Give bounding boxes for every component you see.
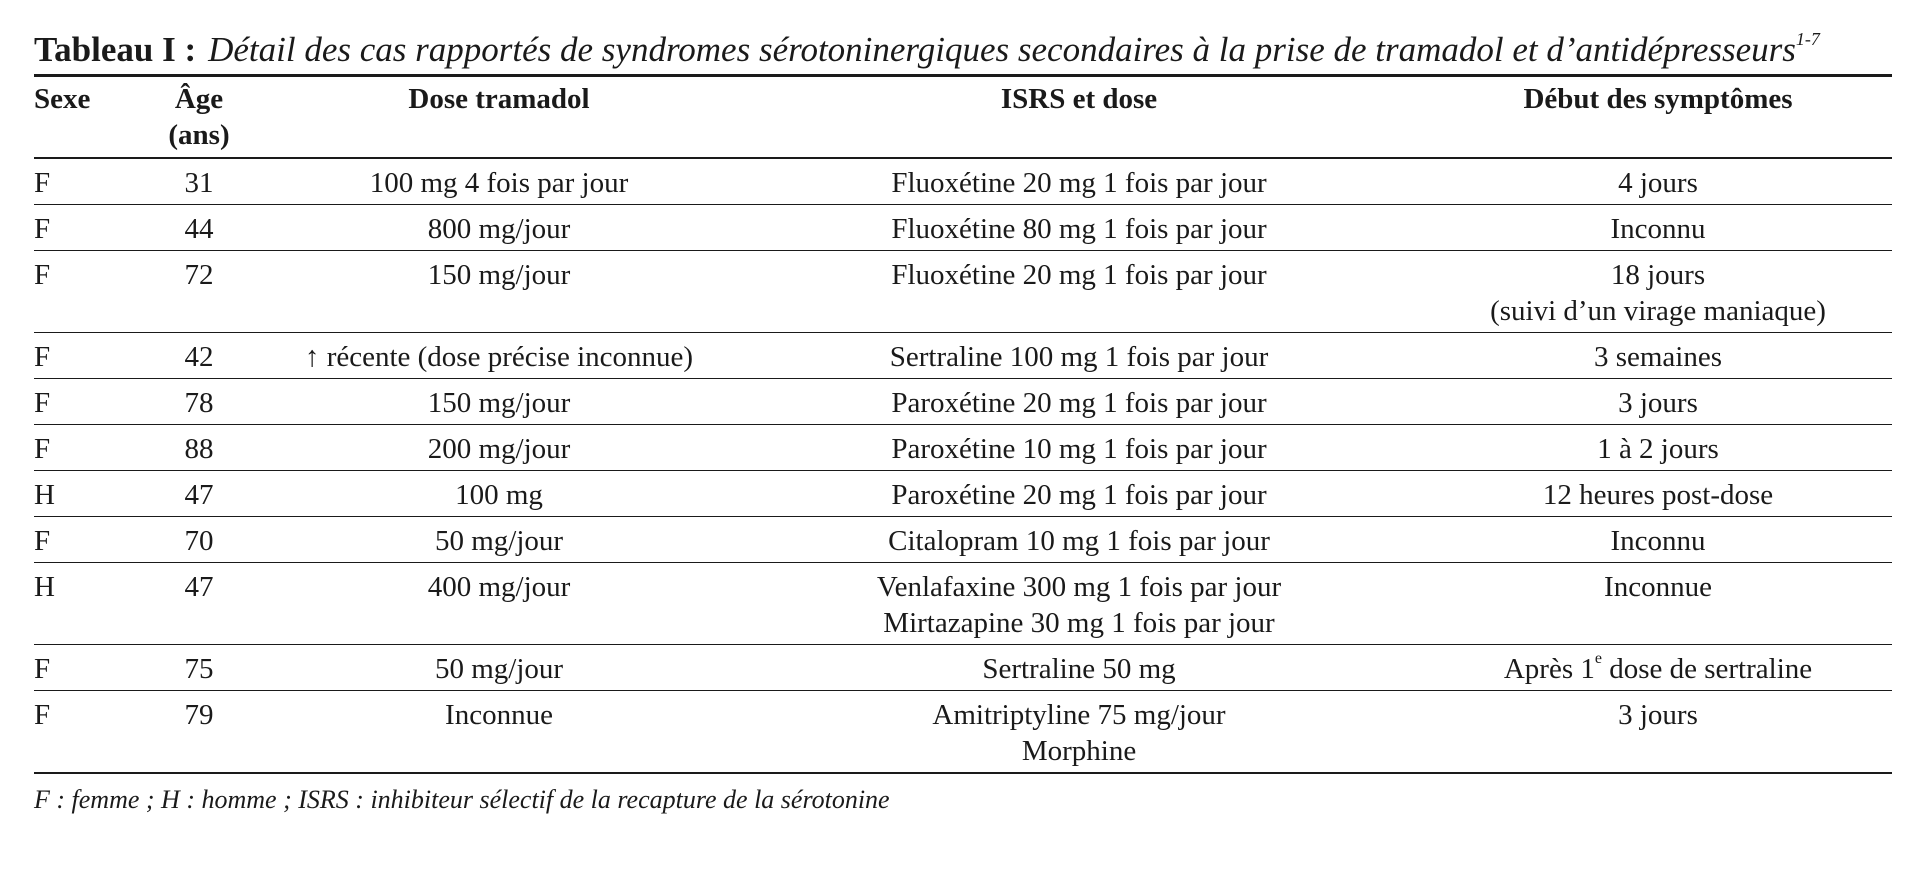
cell-age: 42 [134,333,264,379]
cell-debut [1424,645,1892,691]
cell-isrs [734,563,1424,645]
cell-age: 47 [134,563,264,645]
cell-sexe: F [34,517,134,563]
cell-sexe: H [34,471,134,517]
cell-isrs [734,691,1424,774]
cell-dose: 50 mg/jour [264,645,734,691]
header-age-line2: (ans) [168,119,230,151]
header-age-line1: Âge [174,83,224,115]
cell-dose: 150 mg/jour [264,379,734,425]
cell-isrs-line: Mirtazapine 30 mg 1 fois par jour [883,607,1275,639]
cell-debut-after: dose de sertraline [1601,653,1813,685]
cell-isrs-line: Fluoxétine 20 mg 1 fois par jour [891,167,1267,199]
cell-debut-line: (suivi d’un virage maniaque) [1490,295,1826,327]
table-footnote: F : femme ; H : homme ; ISRS : inhibiteur sélectif de la recapture de la sérotonine [34,785,890,814]
cell-age: 79 [134,691,264,774]
cell-isrs-line: Morphine [1021,735,1137,767]
cell-dose: 100 mg [264,471,734,517]
table-row [34,333,1892,379]
cell-isrs [734,379,1424,425]
caption-title: Détail des cas rapportés de syndromes sérotoninergiques secondaires à la prise de tramadol et d’antidépresseurs [208,30,1796,69]
cell-debut-line: 3 jours [1618,699,1698,731]
cell-debut [1424,425,1892,471]
cell-isrs-line: Paroxétine 20 mg 1 fois par jour [891,479,1267,511]
cell-sexe: F [34,205,134,251]
cell-isrs-line: Paroxétine 20 mg 1 fois par jour [891,387,1267,419]
cell-sexe: F [34,379,134,425]
cell-isrs [734,251,1424,333]
cell-debut [1424,251,1892,333]
cell-dose: ↑ récente (dose précise inconnue) [264,333,734,379]
table-row [34,563,1892,645]
cell-isrs [734,333,1424,379]
cell-isrs [734,425,1424,471]
table-row [34,158,1892,205]
cell-dose: 50 mg/jour [264,517,734,563]
cell-isrs-line: Sertraline 50 mg [982,653,1176,685]
cell-debut [1424,563,1892,645]
cell-debut-line: Inconnue [1604,571,1712,603]
cell-dose: 800 mg/jour [264,205,734,251]
table-row [34,205,1892,251]
cell-debut [1424,205,1892,251]
cell-sexe: H [34,563,134,645]
cell-isrs-line: Citalopram 10 mg 1 fois par jour [888,525,1270,557]
cell-isrs [734,517,1424,563]
cell-dose: 100 mg 4 fois par jour [264,158,734,205]
cell-debut-line: 4 jours [1618,167,1698,199]
cell-sexe: F [34,425,134,471]
cell-debut [1424,379,1892,425]
cell-sexe: F [34,158,134,205]
cell-age: 72 [134,251,264,333]
cell-debut-line: Inconnu [1610,525,1706,557]
cell-isrs-line: Fluoxétine 20 mg 1 fois par jour [891,259,1267,291]
caption-title-wrap [208,30,1820,70]
cell-sexe: F [34,691,134,774]
cell-isrs [734,205,1424,251]
header-isrs: ISRS et dose [734,76,1424,159]
cell-dose: Inconnue [264,691,734,774]
cell-sexe: F [34,645,134,691]
cell-debut-line: 3 semaines [1593,341,1723,373]
cell-age: 78 [134,379,264,425]
cell-isrs-line: Sertraline 100 mg 1 fois par jour [889,341,1269,373]
cell-isrs [734,471,1424,517]
cell-age: 88 [134,425,264,471]
cell-debut-line: 1 à 2 jours [1597,433,1719,465]
cell-dose: 200 mg/jour [264,425,734,471]
table-row [34,251,1892,333]
table-row [34,471,1892,517]
cell-isrs-line: Paroxétine 10 mg 1 fois par jour [891,433,1267,465]
header-debut: Début des symptômes [1424,76,1892,159]
cell-age: 70 [134,517,264,563]
cell-debut-line: 18 jours [1610,259,1706,291]
table-row [34,645,1892,691]
cell-dose: 150 mg/jour [264,251,734,333]
cell-debut-line: 3 jours [1618,387,1698,419]
cell-debut [1424,158,1892,205]
cell-isrs [734,645,1424,691]
cell-sexe: F [34,251,134,333]
table-header-row [34,76,1892,159]
table-row [34,691,1892,774]
cell-debut-before: Après 1 [1503,653,1595,685]
cell-isrs-line: Venlafaxine 300 mg 1 fois par jour [876,571,1282,603]
caption-label: Tableau I : [34,30,197,69]
cell-debut-line: 12 heures post-dose [1542,479,1774,511]
cell-debut [1424,333,1892,379]
cell-isrs-line: Fluoxétine 80 mg 1 fois par jour [891,213,1267,245]
cell-age: 44 [134,205,264,251]
cell-isrs [734,158,1424,205]
cell-debut [1424,471,1892,517]
cell-debut-line: Inconnu [1610,213,1706,245]
cell-sexe: F [34,333,134,379]
cell-debut-sup: e [1594,650,1602,667]
header-sexe: Sexe [34,76,134,159]
table-body [34,158,1892,773]
cell-debut [1424,691,1892,774]
cell-isrs-line: Amitriptyline 75 mg/jour [932,699,1226,731]
cell-age: 31 [134,158,264,205]
table-row [34,517,1892,563]
caption-refs: 1-7 [1795,29,1820,49]
cases-table [34,74,1892,774]
header-dose: Dose tramadol [264,76,734,159]
table-row [34,425,1892,471]
cell-age: 47 [134,471,264,517]
cell-debut [1424,517,1892,563]
cell-dose: 400 mg/jour [264,563,734,645]
table-row [34,379,1892,425]
table-caption [34,30,1892,70]
cell-age: 75 [134,645,264,691]
header-age [134,76,264,159]
